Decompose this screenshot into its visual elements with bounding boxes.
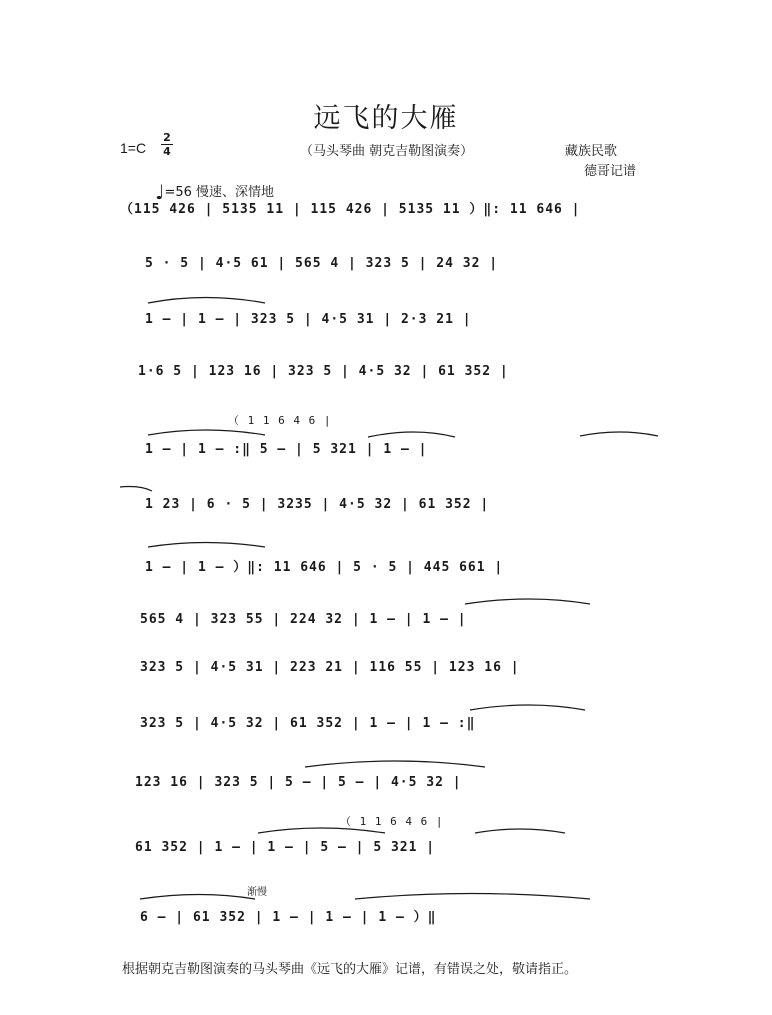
genre-label: 藏族民歌 [565,144,618,159]
alt-ending-1: （ 1 1 6 4 6 | [228,414,332,427]
footer-note: 根据朝克吉勒图演奏的马头琴曲《远飞的大雁》记谱，有错误之处，敬请指正。 [122,962,578,977]
score-line-10: 323 5 | 4·5 32 | 61 352 | 1 – | 1 – :‖ [140,716,476,731]
slur [305,761,485,767]
score-line-1: （115 426 | 5135 11 | 115 426 | 5135 11 ）‖: 11 646 | [120,202,581,217]
score-line-8: 565 4 | 323 55 | 224 32 | 1 – | 1 – | [140,612,467,627]
time-signature-top: 2 [163,131,171,144]
score-line-6: 1 23 | 6 · 5 | 3235 | 4·5 32 | 61 352 | [145,497,490,512]
score-line-5: 1 – | 1 – :‖ 5 – | 5 321 | 1 – | [145,442,428,457]
slur [465,599,590,604]
slur [368,432,455,437]
transcriber-label: 德哥记谱 [584,164,637,179]
quarter-note-icon: ♩ [155,180,165,204]
score-line-13: 6 – | 61 352 | 1 – | 1 – | 1 – ）‖ [140,910,437,925]
score-line-11: 123 16 | 323 5 | 5 – | 5 – | 4·5 32 | [135,775,462,790]
score-line-4: 1·6 5 | 123 16 | 323 5 | 4·5 32 | 61 352 | [138,364,509,379]
score-line-2: 5 · 5 | 4·5 61 | 565 4 | 323 5 | 24 32 | [145,256,499,271]
score-subtitle: （马头琴曲 朝克吉勒图演奏） [300,144,474,159]
tempo-text: =56 慢速、深情地 [164,185,275,200]
slur [355,894,590,900]
alt-ending-2: （ 1 1 6 4 6 | [340,815,444,828]
slur [120,487,152,492]
slur [148,543,265,548]
key-signature: 1=C [120,140,147,156]
score-line-9: 323 5 | 4·5 31 | 223 21 | 116 55 | 123 16 | [140,660,520,675]
slur [148,430,265,435]
score-line-3: 1 – | 1 – | 323 5 | 4·5 31 | 2·3 21 | [145,312,472,327]
time-signature-bottom: 4 [163,145,171,158]
slur [140,895,255,900]
slur [148,298,265,304]
slur [475,829,565,833]
score-line-7: 1 – | 1 – ）‖: 11 646 | 5 · 5 | 445 661 | [145,560,504,575]
ritardando-marking: 渐慢 [247,887,267,898]
slur [470,705,585,710]
slur [258,828,385,833]
score-title: 远飞的大雁 [313,103,459,134]
score-line-12: 61 352 | 1 – | 1 – | 5 – | 5 321 | [135,840,436,855]
slur [580,432,658,436]
